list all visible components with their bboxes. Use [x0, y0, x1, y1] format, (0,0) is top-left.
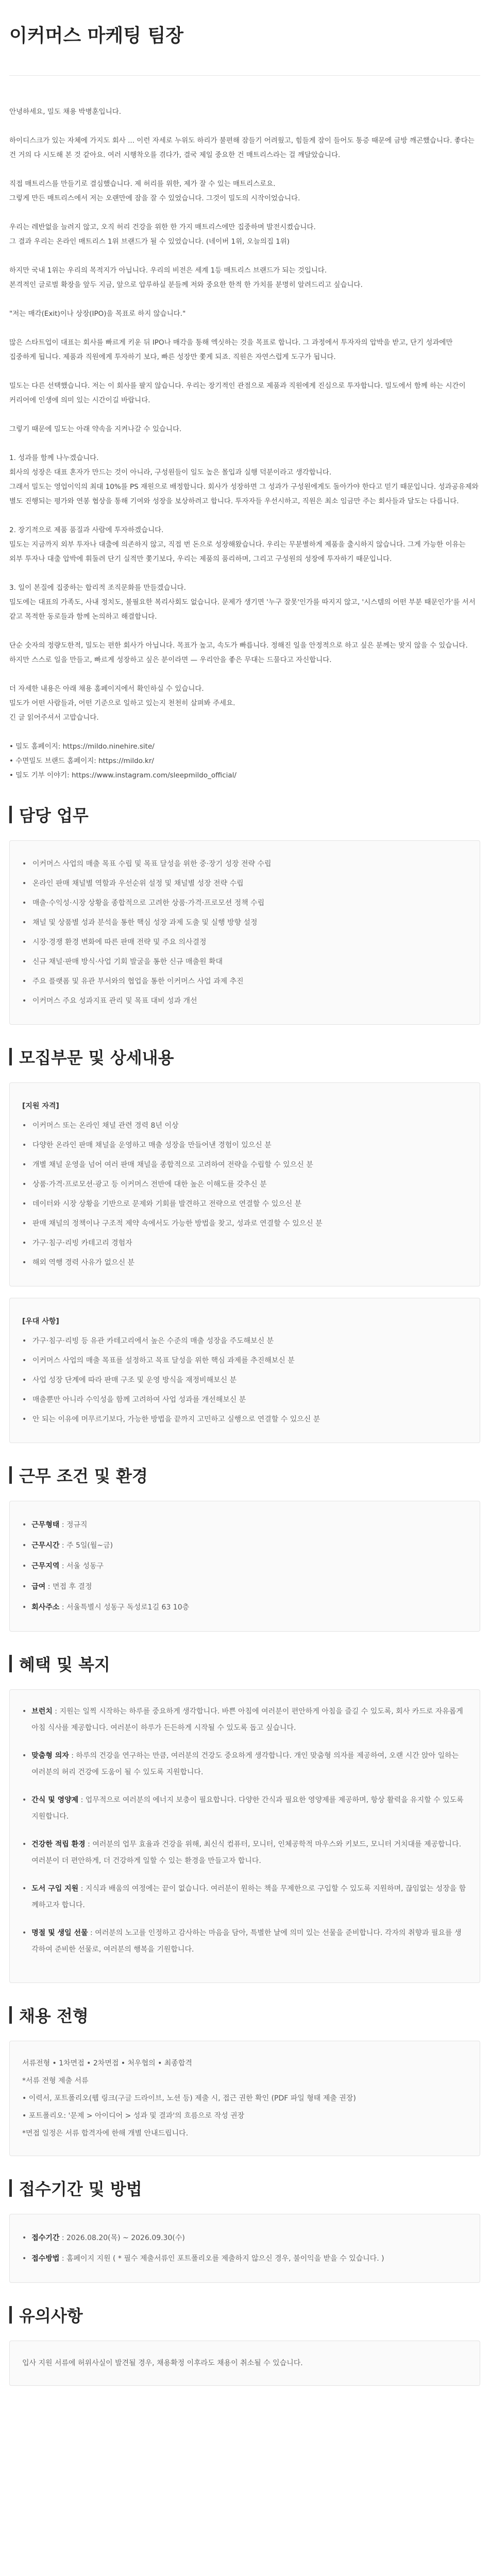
- qualification-item: [22, 1116, 467, 1136]
- bullet-icon: •: [22, 1752, 27, 1760]
- bullet-icon: •: [22, 1396, 27, 1404]
- period-section: [9, 2174, 480, 2283]
- intro-paragraph: "저는 매각(Exit)이나 상장(IPO)을 목표로 하지 않습니다.": [9, 310, 186, 318]
- heading-bar: [9, 1048, 12, 1065]
- bullet-icon: •: [22, 958, 27, 966]
- bullet-icon: •: [22, 1707, 27, 1716]
- preference-item-text: 이커머스 사업의 매출 목표를 설정하고 목표 달성을 위한 핵심 과제를 추진해보신 분: [32, 1357, 295, 1365]
- intro-paragraph: 1. 성과를 함께 나누겠습니다. 회사의 성장은 대표 혼자가 만드는 것이 아니라, 구성원들이 일도 높은 몰입과 실행 덕분이라고 생각합니다. 그래서 밀도는 영업이익의 최대 10%를 PS 재원으로 배정합니다. 회사가 성장하면 그 성과가 구성원에게도 돌아가야 한다고 믿기 때문입니다. 성과공유제와 별도 진행되는 평가와 연봉 협상을 통해 기여와 성장을 보상하려고 합니다. 투자자들 우선시하고, 직원은 최소 임금만 주는 회사들과 달도는 다릅니다.: [9, 454, 479, 505]
- bullet-icon: •: [22, 1122, 27, 1130]
- heading-bar: [9, 1655, 12, 1672]
- process-box: [9, 2041, 480, 2156]
- bullet-icon: •: [22, 977, 27, 986]
- section-heading-conditions: 근무 조건 및 환경: [9, 1461, 480, 1489]
- intro-paragraph: 하지만 국내 1위는 우리의 목적지가 아닙니다. 우리의 비전은 세계 1등 매트리스 브랜드가 되는 것입니다. 본격적인 글로벌 확장을 앞두 지금, 앞으로 압루하실 분들께 저와 중요한 한적 한 가치를 분명히 알려드리고 싶습니다.: [9, 266, 363, 289]
- bullet-icon: •: [22, 1929, 27, 1937]
- duty-item: [22, 874, 467, 893]
- heading-bar: [9, 2006, 12, 2024]
- benefit-item-key: 맞춤형 의자: [31, 1752, 69, 1760]
- bullet-icon: •: [22, 1603, 27, 1612]
- heading-bar: [9, 1466, 12, 1484]
- paragraph-gap: [9, 364, 480, 379]
- benefit-item: [22, 1703, 467, 1736]
- bullet-icon: •: [22, 919, 27, 927]
- preference-item-text: 안 되는 이유에 머무르기보다, 가능한 방법을 끝까지 고민하고 실행으로 연결할 수 있으신 분: [32, 1415, 320, 1423]
- process-section: [9, 2001, 480, 2156]
- condition-row: [22, 1515, 467, 1535]
- condition-row-key: 회사주소: [31, 1603, 60, 1612]
- intro-paragraph: 직접 매트리스를 만들기로 결심했습니다. 제 허리를 위한, 제가 잘 수 있는 매트리스로요. 그렇게 만든 매트리스에서 저는 오랜만에 잠을 잘 수 있었습니다. 그것이 밀도의 시작이었습니다.: [9, 180, 300, 202]
- bullet-icon: •: [22, 879, 27, 888]
- benefit-item-content: 간식 및 영양제 : 업무적으로 여러분의 에너지 보충이 필요합니다. 다양한 간식과 필요한 영양제를 제공하며, 항상 활력을 유지할 수 있도록 지원합니다.: [31, 1796, 464, 1821]
- bullet-icon: •: [22, 1840, 27, 1849]
- duty-item: [22, 952, 467, 972]
- period-row-content: 접수기간 : 2026.08.20(목) ~ 2026.09.30(수): [31, 2234, 185, 2242]
- qualification-item-text: 데이터와 시장 상황을 기반으로 문제와 기회를 발견하고 전략으로 연결할 수 있으신 분: [32, 1200, 302, 1208]
- benefit-item: [22, 1925, 467, 1958]
- process-line: *면접 일정은 서류 합격자에 한해 개별 안내드립니다.: [22, 2129, 189, 2138]
- condition-row: [22, 1577, 467, 1597]
- condition-row-key: 근무지역: [31, 1562, 60, 1570]
- preference-item: [22, 1370, 467, 1390]
- benefit-item-value: 지식과 배움의 여정에는 끝이 없습니다. 여러분이 원하는 책을 무제한으로 구입할 수 있도록 지원하며, 끊임없는 성장을 함께하고자 합니다.: [31, 1885, 466, 1909]
- period-row-key: 접수방법: [31, 2255, 60, 2263]
- condition-row: [22, 1597, 467, 1618]
- intro-paragraph: 2. 장기적으로 제품 품질과 사람에 투자하겠습니다. 밀도는 지금까지 외부 투자나 대출에 의존하지 않고, 직접 번 돈으로 성장해왔습니다. 우리는 무분별하게 제품을 출시하지 않습니다. 그게 가능한 이유는 외부 투자나 대출 압박에 휘둘려 단기 실적만 쫓기보다, 우리는 제품의 품리하며, 그리고 구성원의 성장에 투자하기 때문입니다.: [9, 526, 466, 563]
- qualification-item: [22, 1136, 467, 1155]
- notice-section: [9, 2300, 480, 2386]
- recruit-section: [9, 1042, 480, 1443]
- benefit-item-key: 건강한 적립 환경: [31, 1840, 86, 1849]
- condition-row-value: 정규직: [66, 1521, 88, 1529]
- duty-item-text: 채널 및 상품별 성과 분석을 통한 핵심 성장 과제 도출 및 실행 방향 설정: [32, 919, 258, 927]
- period-row-value: 2026.08.20(목) ~ 2026.09.30(수): [66, 2234, 185, 2242]
- bullet-icon: •: [22, 1337, 27, 1345]
- qualification-item: [22, 1155, 467, 1175]
- benefit-item-content: 건강한 적립 환경 : 여러분의 업무 효율과 건강을 위해, 최신식 컴퓨터, 모니터, 인체공학적 마우스와 키보드, 모니터 거치대를 제공합니다. 여러분이 더 편안하게, 더 건강하게 일할 수 있는 환경을 만들고자 합니다.: [31, 1840, 462, 1865]
- process-line: • 포트폴리오: '문제 > 아이디어 > 성과 및 결과'의 흐름으로 작성 권장: [22, 2112, 245, 2120]
- benefits-section: [9, 1649, 480, 1983]
- benefit-item: [22, 1792, 467, 1825]
- condition-row: [22, 1556, 467, 1577]
- qualification-item: [22, 1175, 467, 1194]
- bullet-icon: •: [22, 1200, 27, 1208]
- section-heading-benefits: 혜택 및 복지: [9, 1649, 480, 1678]
- preference-box: [9, 1298, 480, 1443]
- bullet-icon: •: [22, 2234, 27, 2242]
- title-divider: [9, 75, 480, 76]
- qualification-item-text: 가구·침구·리빙 카테고리 경험자: [32, 1239, 132, 1247]
- condition-row-key: 근무형태: [31, 1521, 60, 1529]
- qualification-title: [지원 자격]: [22, 1102, 59, 1110]
- condition-row-content: 급여 : 면접 후 결정: [31, 1583, 92, 1591]
- bullet-icon: •: [22, 1562, 27, 1570]
- intro-paragraph: 단순 숫자의 정량도한적, 밀도는 편한 회사가 아닙니다. 목표가 높고, 속도가 빠릅니다. 정해진 일을 안정적으로 하고 싶은 분께는 맞지 않을 수 있습니다. 하지만 스스로 일을 만들고, 빠르게 성장하고 싶은 분이라면 — 우리안을 좋은 무대는 드물다고 자신합니다.: [9, 641, 468, 664]
- intro-paragraph: 그렇기 때문에 밀도는 아래 약속을 지켜나갈 수 있습니다.: [9, 425, 182, 433]
- qualification-item-text: 이커머스 또는 온라인 채널 관련 경력 8년 이상: [32, 1122, 179, 1130]
- benefit-item: [22, 1836, 467, 1869]
- paragraph-gap: [9, 624, 480, 638]
- condition-row-key: 근무시간: [31, 1541, 60, 1550]
- paragraph-gap: [9, 566, 480, 581]
- conditions-box: [9, 1501, 480, 1632]
- qualification-box: [9, 1082, 480, 1286]
- duty-item-text: 신규 채널·판매 방식·사업 기회 발굴을 통한 신규 매출원 확대: [32, 958, 223, 966]
- benefit-item-value: 지원는 일찍 시작하는 하루를 중요하게 생각합니다. 바쁜 아침에 여러분이 편안하게 아침을 즐길 수 있도록, 회사 카드로 자유롭게 아침 식사를 제공합니다. 여러분이 하루가 든든하게 시작될 수 있도록 돕고 싶습니다.: [31, 1707, 463, 1732]
- bullet-icon: •: [22, 1796, 27, 1804]
- bullet-icon: •: [22, 1885, 27, 1893]
- condition-row-value: 서울 성동구: [66, 1562, 104, 1570]
- qualification-item: [22, 1194, 467, 1214]
- condition-row-content: 회사주소 : 서울특별시 성동구 독성로1길 63 10층: [31, 1603, 190, 1612]
- bullet-icon: •: [22, 1219, 27, 1228]
- condition-row-value: 면접 후 결정: [52, 1583, 92, 1591]
- bullet-icon: •: [22, 1161, 27, 1169]
- condition-row-content: 근무시간 : 주 5일(월~금): [31, 1541, 113, 1550]
- intro-paragraph: 우리는 레반없을 늘려지 않고, 오직 허리 건강을 위한 한 가지 매트리스에만 집중하며 발전시켰습니다. 그 결과 우리는 온라인 매트리스 1위 브랜드가 될 수 있었습니다. (네이버 1위, 오늘의집 1위): [9, 223, 316, 246]
- bullet-icon: •: [22, 1141, 27, 1149]
- benefit-item-content: 맞춤형 의자 : 하루의 건강을 연구하는 만큼, 여러분의 건강도 중요하게 생각합니다. 개인 맞춤형 의자를 제공하여, 오랜 시간 앉아 일하는 여러분의 허리 건강에 도움이 될 수 있도록 지원합니다.: [31, 1752, 459, 1776]
- qualification-item-text: 개별 채널 운영을 넘어 여러 판매 채널을 종합적으로 고려하여 전략을 수립할 수 있으신 분: [32, 1161, 313, 1169]
- bullet-icon: •: [22, 1239, 27, 1247]
- condition-row-content: 근무지역 : 서울 성동구: [31, 1562, 104, 1570]
- bullet-icon: •: [22, 1541, 27, 1550]
- benefit-item-value: 여러분의 노고를 인정하고 감사하는 마음을 담아, 특별한 날에 의미 있는 선물을 준비합니다. 각자의 취향과 필요를 생각하여 준비한 선물로, 여러분의 행복을 기원합니다.: [31, 1929, 462, 1954]
- benefit-item-key: 간식 및 영양제: [31, 1796, 79, 1804]
- preference-list: [22, 1331, 467, 1429]
- bullet-icon: •: [22, 2255, 27, 2263]
- page-title: 이커머스 마케팅 팀장: [9, 25, 184, 46]
- notice-line: 입사 지원 서류에 허위사실이 발견될 경우, 채용확정 이후라도 채용이 취소될 수 있습니다.: [22, 2359, 303, 2367]
- intro-paragraph: 많은 스타트업이 대표는 회사를 빠르게 키운 뒤 IPO나 매각을 통해 엑싯하는 것을 목표로 합니다. 그 과정에서 투자자의 압박을 받고, 단기 성과에만 집중하게 됩니다. 제품과 직원에게 투자하기 보다, 빠른 성장만 쫓게 되죠. 직원은 자연스럽게 도구가 됩니다.: [9, 338, 453, 361]
- bullet-icon: •: [22, 1259, 27, 1267]
- benefit-item: [22, 1880, 467, 1913]
- period-box: [9, 2214, 480, 2283]
- paragraph-gap: [9, 509, 480, 523]
- bullet-icon: •: [22, 860, 27, 868]
- homepage-link[interactable]: • 밀도 홈페이지: https://mildo.ninehire.site/: [9, 742, 155, 751]
- condition-row-key: 급여: [31, 1583, 46, 1591]
- duty-item-text: 이커머스 사업의 매출 목표 수립 및 목표 달성을 위한 중·장기 성장 전략 수립: [32, 860, 272, 868]
- benefit-item: [22, 1748, 467, 1781]
- paragraph-gap: [9, 249, 480, 263]
- bullet-icon: •: [22, 1583, 27, 1591]
- period-row-value: 홈페이지 지원 ( * 필수 제출서류인 포트폴리오를 제출하지 않으신 경우, 불이익을 받을 수 있습니다. ): [66, 2255, 384, 2263]
- qualification-list: [22, 1116, 467, 1273]
- benefits-box: [9, 1689, 480, 1983]
- period-row: [22, 2228, 467, 2248]
- qualification-item: [22, 1233, 467, 1253]
- preference-item: [22, 1351, 467, 1370]
- duty-item-text: 이커머스 주요 성과지표 관리 및 목표 대비 성과 개선: [32, 997, 197, 1005]
- section-heading-period: 접수기간 및 방법: [9, 2174, 480, 2202]
- paragraph-gap: [9, 436, 480, 451]
- condition-row-value: 주 5일(월~금): [66, 1541, 113, 1550]
- preference-title: [우대 사항]: [22, 1317, 59, 1326]
- intro-paragraph: 3. 일이 본질에 집중하는 합리적 조직문화를 만들겠습니다. 밀도에는 대표의 가족도, 사내 정치도, 불필요한 복리사회도 없습니다. 문제가 생기면 '누구 잘못'인가를 따지지 않고, '시스템의 어떤 부분 때문인가'를 서서 같고 목적한 동로들과 함께 논의하고 해결합니다.: [9, 584, 476, 621]
- section-heading-recruit: 모집부문 및 상세내용: [9, 1042, 480, 1071]
- preference-item: [22, 1410, 467, 1429]
- intro-paragraph: 밀도는 다른 선택했습니다. 저는 이 회사를 팔지 않습니다. 우리는 장기적인 관점으로 제품과 직원에게 진심으로 투자합니다. 밀도에서 함께 하는 시간이 커리어에 인생에 의미 있는 시간이길 바랍니다.: [9, 382, 466, 404]
- paragraph-gap: [9, 667, 480, 682]
- benefit-item-key: 명절 및 생일 선물: [31, 1929, 88, 1937]
- posting: [9, 0, 480, 2386]
- qualification-item: [22, 1253, 467, 1273]
- qualification-item-text: 해외 역행 경력 사유가 없으신 분: [32, 1259, 135, 1267]
- period-row: [22, 2248, 467, 2269]
- condition-row: [22, 1535, 467, 1556]
- paragraph-gap: [9, 408, 480, 422]
- benefit-item-value: 여러분의 업무 효율과 건강을 위해, 최신식 컴퓨터, 모니터, 인체공학적 마우스와 키보드, 모니터 거치대를 제공합니다. 여러분이 더 편안하게, 더 건강하게 일할 수 있는 환경을 만들고자 합니다.: [31, 1840, 462, 1865]
- bullet-icon: •: [22, 1180, 27, 1189]
- benefit-item-value: 하루의 건강을 연구하는 만큼, 여러분의 건강도 중요하게 생각합니다. 개인 맞춤형 의자를 제공하여, 오랜 시간 앉아 일하는 여러분의 허리 건강에 도움이 될 수 있도록 지원합니다.: [31, 1752, 459, 1776]
- duty-item: [22, 893, 467, 913]
- duties-box: [9, 840, 480, 1025]
- intro-section: [9, 105, 480, 783]
- benefit-item-content: 도서 구입 지원 : 지식과 배움의 여정에는 끝이 없습니다. 여러분이 원하는 책을 무제한으로 구입할 수 있도록 지원하며, 끊임없는 성장을 함께하고자 합니다.: [31, 1885, 466, 1909]
- duty-item-text: 온라인 판매 채널별 역할과 우선순위 설정 및 채널별 성장 전략 수립: [32, 879, 244, 888]
- preference-item-text: 매출뿐만 아니라 수익성을 함께 고려하여 사업 성과를 개선해보신 분: [32, 1396, 246, 1404]
- duty-item: [22, 913, 467, 933]
- duty-item-text: 주요 플랫폼 및 유관 부서와의 협업을 통한 이커머스 사업 과제 추진: [32, 977, 244, 986]
- process-line: • 이력서, 포트폴리오(웹 링크(구글 드라이브, 노션 등) 제출 시, 접근 권한 확인 (PDF 파일 형태 제출 권장): [22, 2094, 356, 2103]
- duty-item: [22, 972, 467, 991]
- process-line: 서류전형 • 1차면접 • 2차면접 • 처우협의 • 최종합격: [22, 2059, 192, 2067]
- bullet-icon: •: [22, 899, 27, 907]
- bullet-icon: •: [22, 997, 27, 1005]
- intro-paragraph: 더 자세한 내용은 아래 채용 홈페이지에서 확인하실 수 있습니다. 밀도가 어떤 사람들과, 어떤 기준으로 일하고 있는지 천천히 살펴봐 주세요. 긴 글 읽어주셔서 고맙습니다.: [9, 685, 235, 722]
- duty-item: [22, 991, 467, 1011]
- preference-item: [22, 1331, 467, 1351]
- conditions-section: [9, 1461, 480, 1632]
- duty-item: [22, 854, 467, 874]
- condition-row-value: 서울특별시 성동구 독성로1길 63 10층: [66, 1603, 190, 1612]
- paragraph-gap: [9, 292, 480, 307]
- qualification-item-text: 다양한 온라인 판매 채널을 운영하고 매출 성장을 만들어낸 경험이 있으신 분: [32, 1141, 272, 1149]
- section-heading-process: 채용 전형: [9, 2001, 480, 2029]
- section-heading-duties: 담당 업무: [9, 800, 480, 829]
- notice-box: [9, 2341, 480, 2386]
- qualification-item-text: 상품·가격·프로모션·광고 등 이커머스 전반에 대한 높은 이해도를 갖추신 분: [32, 1180, 267, 1189]
- qualification-item-text: 판매 채널의 정책이나 구조적 제약 속에서도 가능한 방법을 찾고, 성과로 연결할 수 있으신 분: [32, 1219, 323, 1228]
- heading-bar: [9, 2179, 12, 2197]
- homepage-link[interactable]: • 수면밀도 브랜드 홈페이지: https://mildo.kr/: [9, 757, 154, 765]
- period-row-content: 접수방법 : 홈페이지 지원 ( * 필수 제출서류인 포트폴리오를 제출하지 않으신 경우, 불이익을 받을 수 있습니다. ): [31, 2255, 384, 2263]
- bullet-icon: •: [22, 1376, 27, 1384]
- benefit-item-content: 브런치 : 지원는 일찍 시작하는 하루를 중요하게 생각합니다. 바쁜 아침에 여러분이 편안하게 아침을 즐길 수 있도록, 회사 카드로 자유롭게 아침 식사를 제공합니다. 여러분이 하루가 든든하게 시작될 수 있도록 돕고 싶습니다.: [31, 1707, 463, 1732]
- bullet-icon: •: [22, 938, 27, 946]
- duty-item: [22, 933, 467, 952]
- period-row-key: 접수기간: [31, 2234, 60, 2242]
- preference-item-text: 사업 성장 단계에 따라 판매 구조 및 운영 방식을 재정비해보신 분: [32, 1376, 237, 1384]
- paragraph-gap: [9, 206, 480, 220]
- bullet-icon: •: [22, 1357, 27, 1365]
- duty-item-text: 시장·경쟁 환경 변화에 따른 판매 전략 및 주요 의사결정: [32, 938, 207, 946]
- benefit-item-content: 명절 및 생일 선물 : 여러분의 노고를 인정하고 감사하는 마음을 담아, 특별한 날에 의미 있는 선물을 준비합니다. 각자의 취향과 필요를 생각하여 준비한 선물로, 여러분의 행복을 기원합니다.: [31, 1929, 462, 1954]
- preference-item: [22, 1390, 467, 1410]
- duties-section: [9, 800, 480, 1025]
- homepage-link[interactable]: • 밀도 기부 이야기: https://www.instagram.com/sleepmildo_official/: [9, 771, 236, 779]
- process-line: *서류 전형 제출 서류: [22, 2077, 89, 2085]
- benefit-item-key: 브런치: [31, 1707, 53, 1716]
- heading-bar: [9, 806, 12, 823]
- condition-row-content: 근무형태 : 정규직: [31, 1521, 88, 1529]
- section-heading-notice: 유의사항: [9, 2300, 480, 2329]
- bullet-icon: •: [22, 1521, 27, 1529]
- heading-bar: [9, 2306, 12, 2324]
- benefit-item-key: 도서 구입 지원: [31, 1885, 79, 1893]
- bullet-icon: •: [22, 1415, 27, 1423]
- intro-paragraph: 안녕하세요, 밀도 채용 박병훈입니다. 하이디스크가 있는 자체에 가지도 회사 ... 이런 자세로 누위도 하리가 불편해 잠들기 어려웠고, 힘들게 잠이 들어도 통증 때문에 금방 깨곤했습니다. 좋다는 건 거의 다 시도해 본 것 같아요. 여러 시행착오를 겪다가, 결국 제일 중요한 건 매트리스라는 걸 깨달았습니다.: [9, 108, 475, 159]
- paragraph-gap: [9, 725, 480, 739]
- paragraph-gap: [9, 162, 480, 177]
- qualification-item: [22, 1214, 467, 1233]
- paragraph-gap: [9, 321, 480, 335]
- benefit-item-value: 업무적으로 여러분의 에너지 보충이 필요합니다. 다양한 간식과 필요한 영양제를 제공하며, 항상 활력을 유지할 수 있도록 지원합니다.: [31, 1796, 464, 1821]
- preference-item-text: 가구·침구·리빙 등 유관 카테고리에서 높은 수준의 매출 성장을 주도해보신 분: [32, 1337, 274, 1345]
- duty-item-text: 매출·수익성·시장 상황을 종합적으로 고려한 상품·가격·프로모션 정책 수립: [32, 899, 265, 907]
